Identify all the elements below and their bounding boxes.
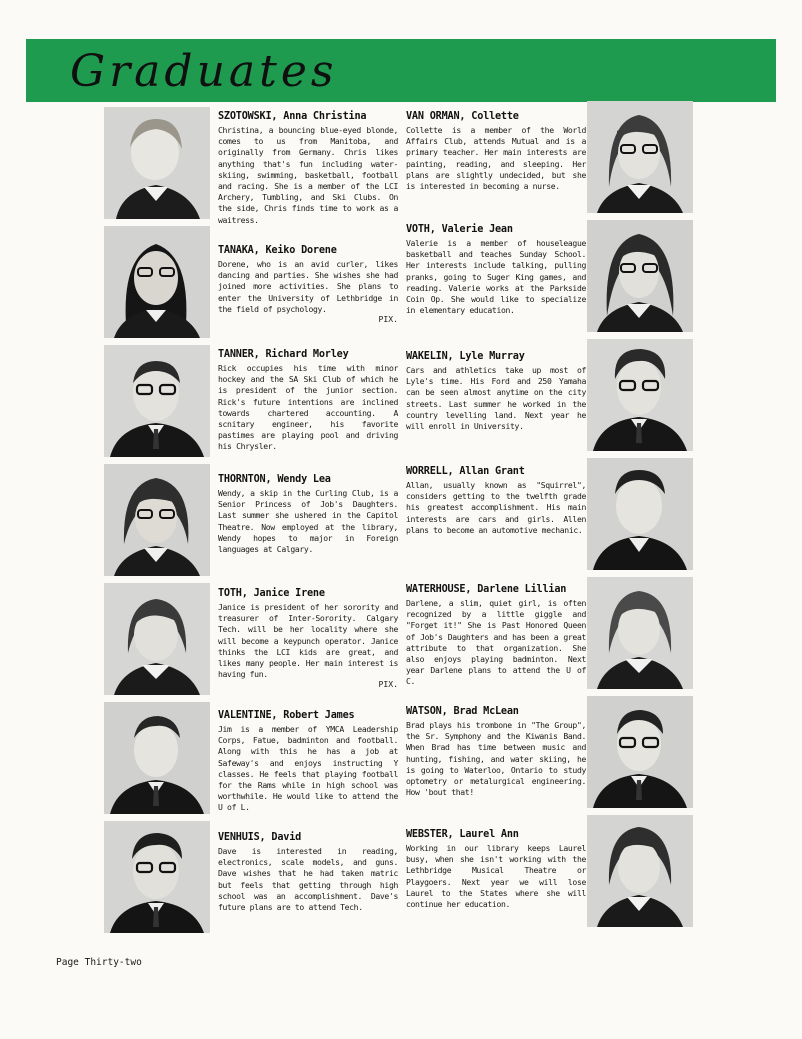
graduate-name: VAN ORMAN, Collette: [406, 111, 519, 122]
graduate-entry: [406, 829, 586, 910]
section-title: Graduates: [70, 46, 338, 97]
graduate-photo: [587, 339, 693, 451]
graduate-name: WEBSTER, Laurel Ann: [406, 829, 519, 840]
photo-credit: PIX.: [378, 314, 398, 325]
section-banner: [26, 39, 776, 102]
graduate-entry: [218, 588, 398, 689]
graduate-name: WATSON, Brad McLean: [406, 706, 519, 717]
graduate-entry: [406, 224, 586, 316]
photo-credit: PIX.: [378, 679, 398, 690]
graduate-entry: [218, 349, 398, 453]
graduate-photo: [104, 583, 210, 695]
graduate-bio: Christina, a bouncing blue-eyed blonde, comes to us from Manitoba, and originally from Germany. Chris likes anything that's fun including water-skiing, swimming, basketball, football and racing. She is a member of the LCI Archery, Tumbling, and Ski Clubs. On the side, Chris finds time to work as a waitress.: [218, 125, 398, 225]
graduate-photo: [587, 458, 693, 570]
graduate-bio: Rick occupies his time with minor hockey and the SA Ski Club of which he is president of the junior section. Rick's future intentions are inclined towards chartered accounting. A scnitary engineer, his favorite pastimes are playing pool and driving his Chrysler.: [218, 363, 398, 452]
graduate-name: VALENTINE, Robert James: [218, 710, 355, 721]
graduate-bio: Collette is a member of the World Affairs Club, attends Mutual and is a primary teacher. Her main interests are painting, reading, and sleeping. Her plans are slightly undecided, but she is interested in becoming a nurse.: [406, 125, 586, 192]
graduate-entry: [406, 351, 586, 432]
graduate-bio: Allan, usually known as "Squirrel", considers getting to the twelfth grade his greatest accomplishment. His main interests are cars and girls. Allen plans to become an automotive mechanic.: [406, 480, 586, 535]
graduate-entry: [218, 111, 398, 226]
graduate-entry: [406, 706, 586, 798]
graduate-photo: [104, 226, 210, 338]
graduate-name: TOTH, Janice Irene: [218, 588, 325, 599]
graduate-photo: [104, 107, 210, 219]
page-number: Page Thirty-two: [56, 957, 142, 968]
graduate-name: WATERHOUSE, Darlene Lillian: [406, 584, 567, 595]
graduate-photo: [587, 101, 693, 213]
graduate-bio: Jim is a member of YMCA Leadership Corps, Fatue, badminton and football. Along with this he has a job at Safeway's and enjoys instructing Y classes. He feels that playing football for the Rams while in high school was worthwhile. He would like to attend the U of L.: [218, 724, 398, 813]
graduate-name: VENHUIS, David: [218, 832, 302, 843]
graduate-bio: Dorene, who is an avid curler, likes dancing and parties. She wishes she had joined more activities. She plans to enter the University of Lethbridge in the field of psychology.: [218, 259, 398, 314]
graduate-name: VOTH, Valerie Jean: [406, 224, 513, 235]
graduate-entry: [218, 245, 398, 324]
graduate-entry: [218, 474, 398, 555]
graduate-name: TANNER, Richard Morley: [218, 349, 349, 360]
graduate-photo: [104, 345, 210, 457]
graduate-entry: [406, 466, 586, 536]
graduate-photo: [104, 702, 210, 814]
graduate-name: SZOTOWSKI, Anna Christina: [218, 111, 367, 122]
graduate-bio: Valerie is a member of houseleague basketball and teaches Sunday School. Her interests include talking, pulling pranks, going to Suger King games, and reading. Valerie works at the Parkside Coin Op. She would like to specialize in elementary education.: [406, 238, 586, 316]
graduate-photo: [104, 464, 210, 576]
graduate-bio: Brad plays his trombone in "The Group", the Sr. Symphony and the Kiwanis Band. When Brad has time between music and hunting, fishing, and water skiing, he is going to Waterloo, Ontario to study optometry or metalurgical engineering. How 'bout that!: [406, 720, 586, 798]
graduate-bio: Working in our library keeps Laurel busy, when she isn't working with the Lethbridge Musical Theatre or Playgoers. Next year we will lose Laurel to the States where she will continue her education.: [406, 843, 586, 910]
graduate-bio: Janice is president of her sorority and treasurer of Inter-Sorority. Calgary Tech. will be her locality where she will become a keypunch operator. Janice thinks the LCI kids are great, and likes many people. Her main interest is having fun.: [218, 602, 398, 680]
graduate-name: WAKELIN, Lyle Murray: [406, 351, 525, 362]
graduate-entry: [218, 710, 398, 814]
graduate-entry: [406, 111, 586, 192]
graduate-name: THORNTON, Wendy Lea: [218, 474, 331, 485]
graduate-photo: [587, 815, 693, 927]
graduate-bio: Wendy, a skip in the Curling Club, is a Senior Princess of Job's Daughters. Last summer she ushered in the Capitol Theatre. Now employed at the library, Wendy hopes to major in Foreign languages at Calgary.: [218, 488, 398, 555]
graduate-photo: [587, 696, 693, 808]
graduate-entry: [406, 584, 586, 688]
graduate-photo: [104, 821, 210, 933]
graduate-photo: [587, 220, 693, 332]
graduate-bio: Dave is interested in reading, electronics, scale models, and guns. Dave wishes that he had taken matric but feels that getting through high school was an accomplishment. Dave's future plans are to attend Tech.: [218, 846, 398, 913]
graduate-photo: [587, 577, 693, 689]
graduate-entry: [218, 832, 398, 913]
graduate-bio: Cars and athletics take up most of Lyle's time. His Ford and 250 Yamaha can be seen almost anytime on the city streets. Last summer he worked in the country levelling land. Next year he will enroll in University.: [406, 365, 586, 432]
graduate-name: WORRELL, Allan Grant: [406, 466, 525, 477]
graduate-name: TANAKA, Keiko Dorene: [218, 245, 337, 256]
graduate-bio: Darlene, a slim, quiet girl, is often recognized by a little giggle and "Forget it!" She is Past Honored Queen of Job's Daughters and has been a great attribute to that organization. She also enjoys playing badminton. Next year Darlene plans to attend the U of C.: [406, 598, 586, 687]
